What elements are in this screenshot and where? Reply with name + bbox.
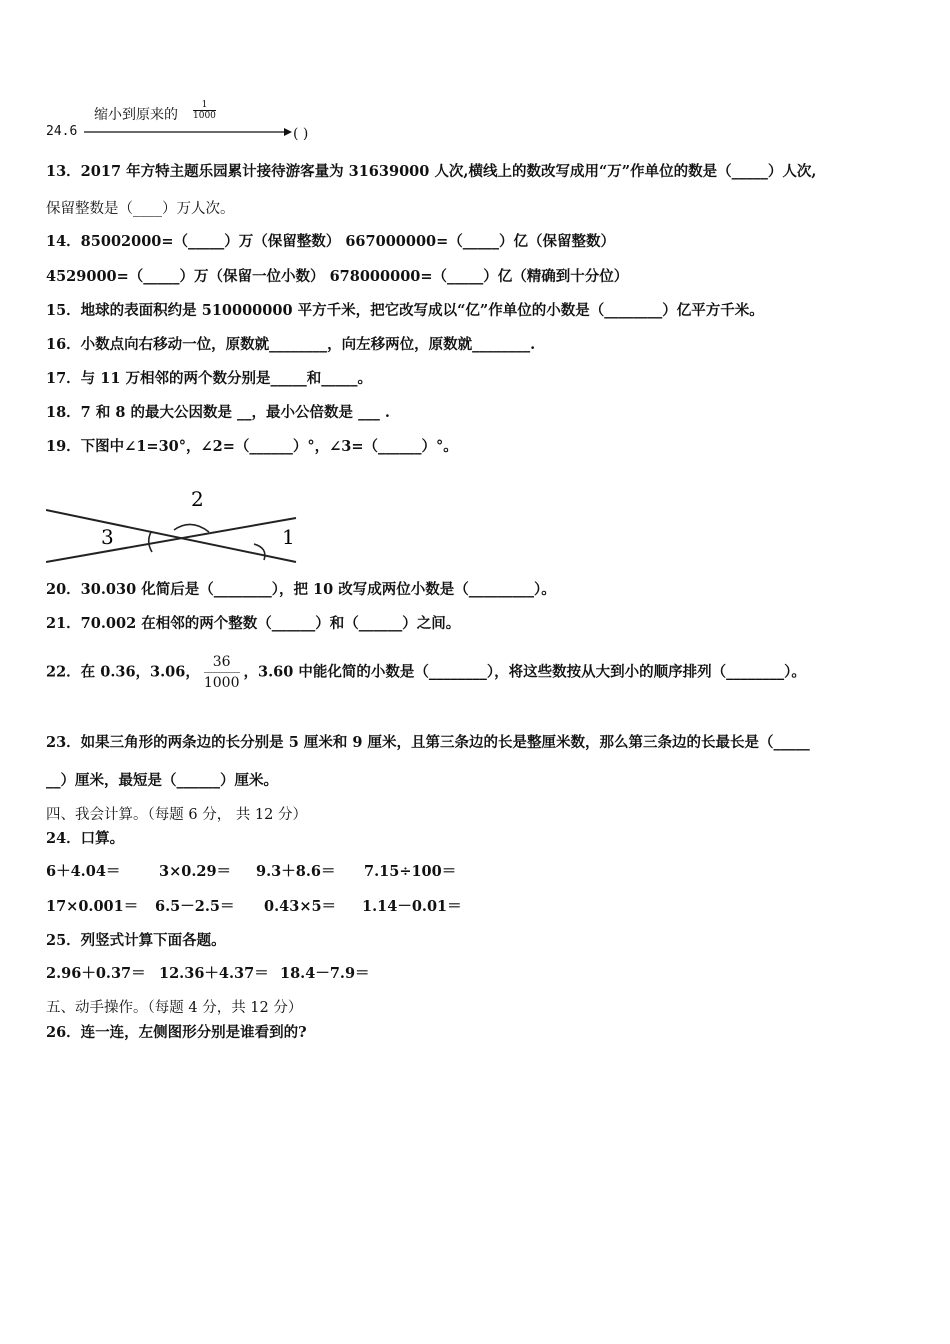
question-19: 19．下图中∠1=30°，∠2=（______）°，∠3=（______）°。 [46,438,458,455]
question-21: 21．70.002 在相邻的两个整数（______）和（______）之间。 [46,615,461,632]
answer-blank: ( ) [293,126,309,142]
q25-item: 12.36＋4.37＝ [159,965,269,982]
section-4-heading: 四、我会计算。（每题 6 分， 共 12 分） [46,807,307,823]
question-16: 16．小数点向右移动一位，原数就________，向左移两位，原数就________. [46,336,536,353]
start-value: 24.6 [46,124,78,139]
q24-item: 1.14－0.01＝ [362,898,462,915]
question-15: 15．地球的表面积约是 510000000 平方千米，把它改写成以“亿”作单位的小数是（________）亿平方千米。 [46,302,764,319]
question-13-line1: 13．2017 年方特主题乐园累计接待游客量为 31639000 人次,横线上的数改写成用“万”作单位的数是（_____）人次, [46,163,817,180]
question-22 [46,652,806,693]
q25-item: 18.4－7.9＝ [280,965,370,982]
angle-figure [46,484,302,564]
arrow-caption: 缩小到原来的 [94,107,178,123]
question-17: 17．与 11 万相邻的两个数分别是_____和_____。 [46,370,372,387]
q24-item: 7.15÷100＝ [364,863,457,880]
q22-suffix: ，3.60 中能化简的小数是（________），将这些数按从大到小的顺序排列（________）。 [243,663,806,681]
question-18: 18．7 和 8 的最大公因数是 __，最小公倍数是 ___ . [46,404,390,421]
q25-item: 2.96＋0.37＝ [46,965,146,982]
q22-fraction-num: 36 [204,652,240,673]
question-23-line1: 23．如果三角形的两条边的长分别是 5 厘米和 9 厘米，且第三条边的长是整厘米数，那么第三条边的长最长是（_____ [46,734,810,751]
fraction-denominator: 1000 [193,111,216,121]
section-5-heading: 五、动手操作。（每题 4 分，共 12 分） [46,1000,303,1016]
arrow-diagram [46,96,366,144]
question-14-line2: 4529000=（_____）万（保留一位小数） 678000000=（_____）亿（精确到十分位） [46,268,629,285]
q24-item: 17×0.001＝ [46,898,139,915]
q24-item: 9.3＋8.6＝ [256,863,336,880]
q22-prefix: 22．在 0.36，3.06， [46,663,200,681]
q22-fraction-den: 1000 [203,675,240,691]
question-24-title: 24．口算。 [46,830,125,847]
fraction-numerator: 1 [193,100,216,111]
label-1: 1 [282,525,295,549]
small-fraction [193,100,216,121]
label-2: 2 [191,487,204,511]
question-25-title: 25．列竖式计算下面各题。 [46,932,226,949]
q24-item: 0.43×5＝ [264,898,337,915]
q24-item: 6.5－2.5＝ [155,898,235,915]
label-3: 3 [101,525,114,549]
q24-item: 3×0.29＝ [159,863,232,880]
question-23-line2: __）厘米，最短是（______）厘米。 [46,772,278,789]
question-13-line2: 保留整数是（____）万人次。 [46,201,235,217]
question-26: 26．连一连，左侧图形分别是谁看到的? [46,1024,307,1041]
q24-item: 6＋4.04＝ [46,863,121,880]
question-14-line1: 14．85002000=（_____）万（保留整数） 667000000=（_____）亿（保留整数） [46,233,616,250]
question-20: 20．30.030 化简后是（________），把 10 改写成两位小数是（_________）。 [46,581,556,598]
arrow-icon [84,126,294,138]
q22-fraction [204,652,240,693]
